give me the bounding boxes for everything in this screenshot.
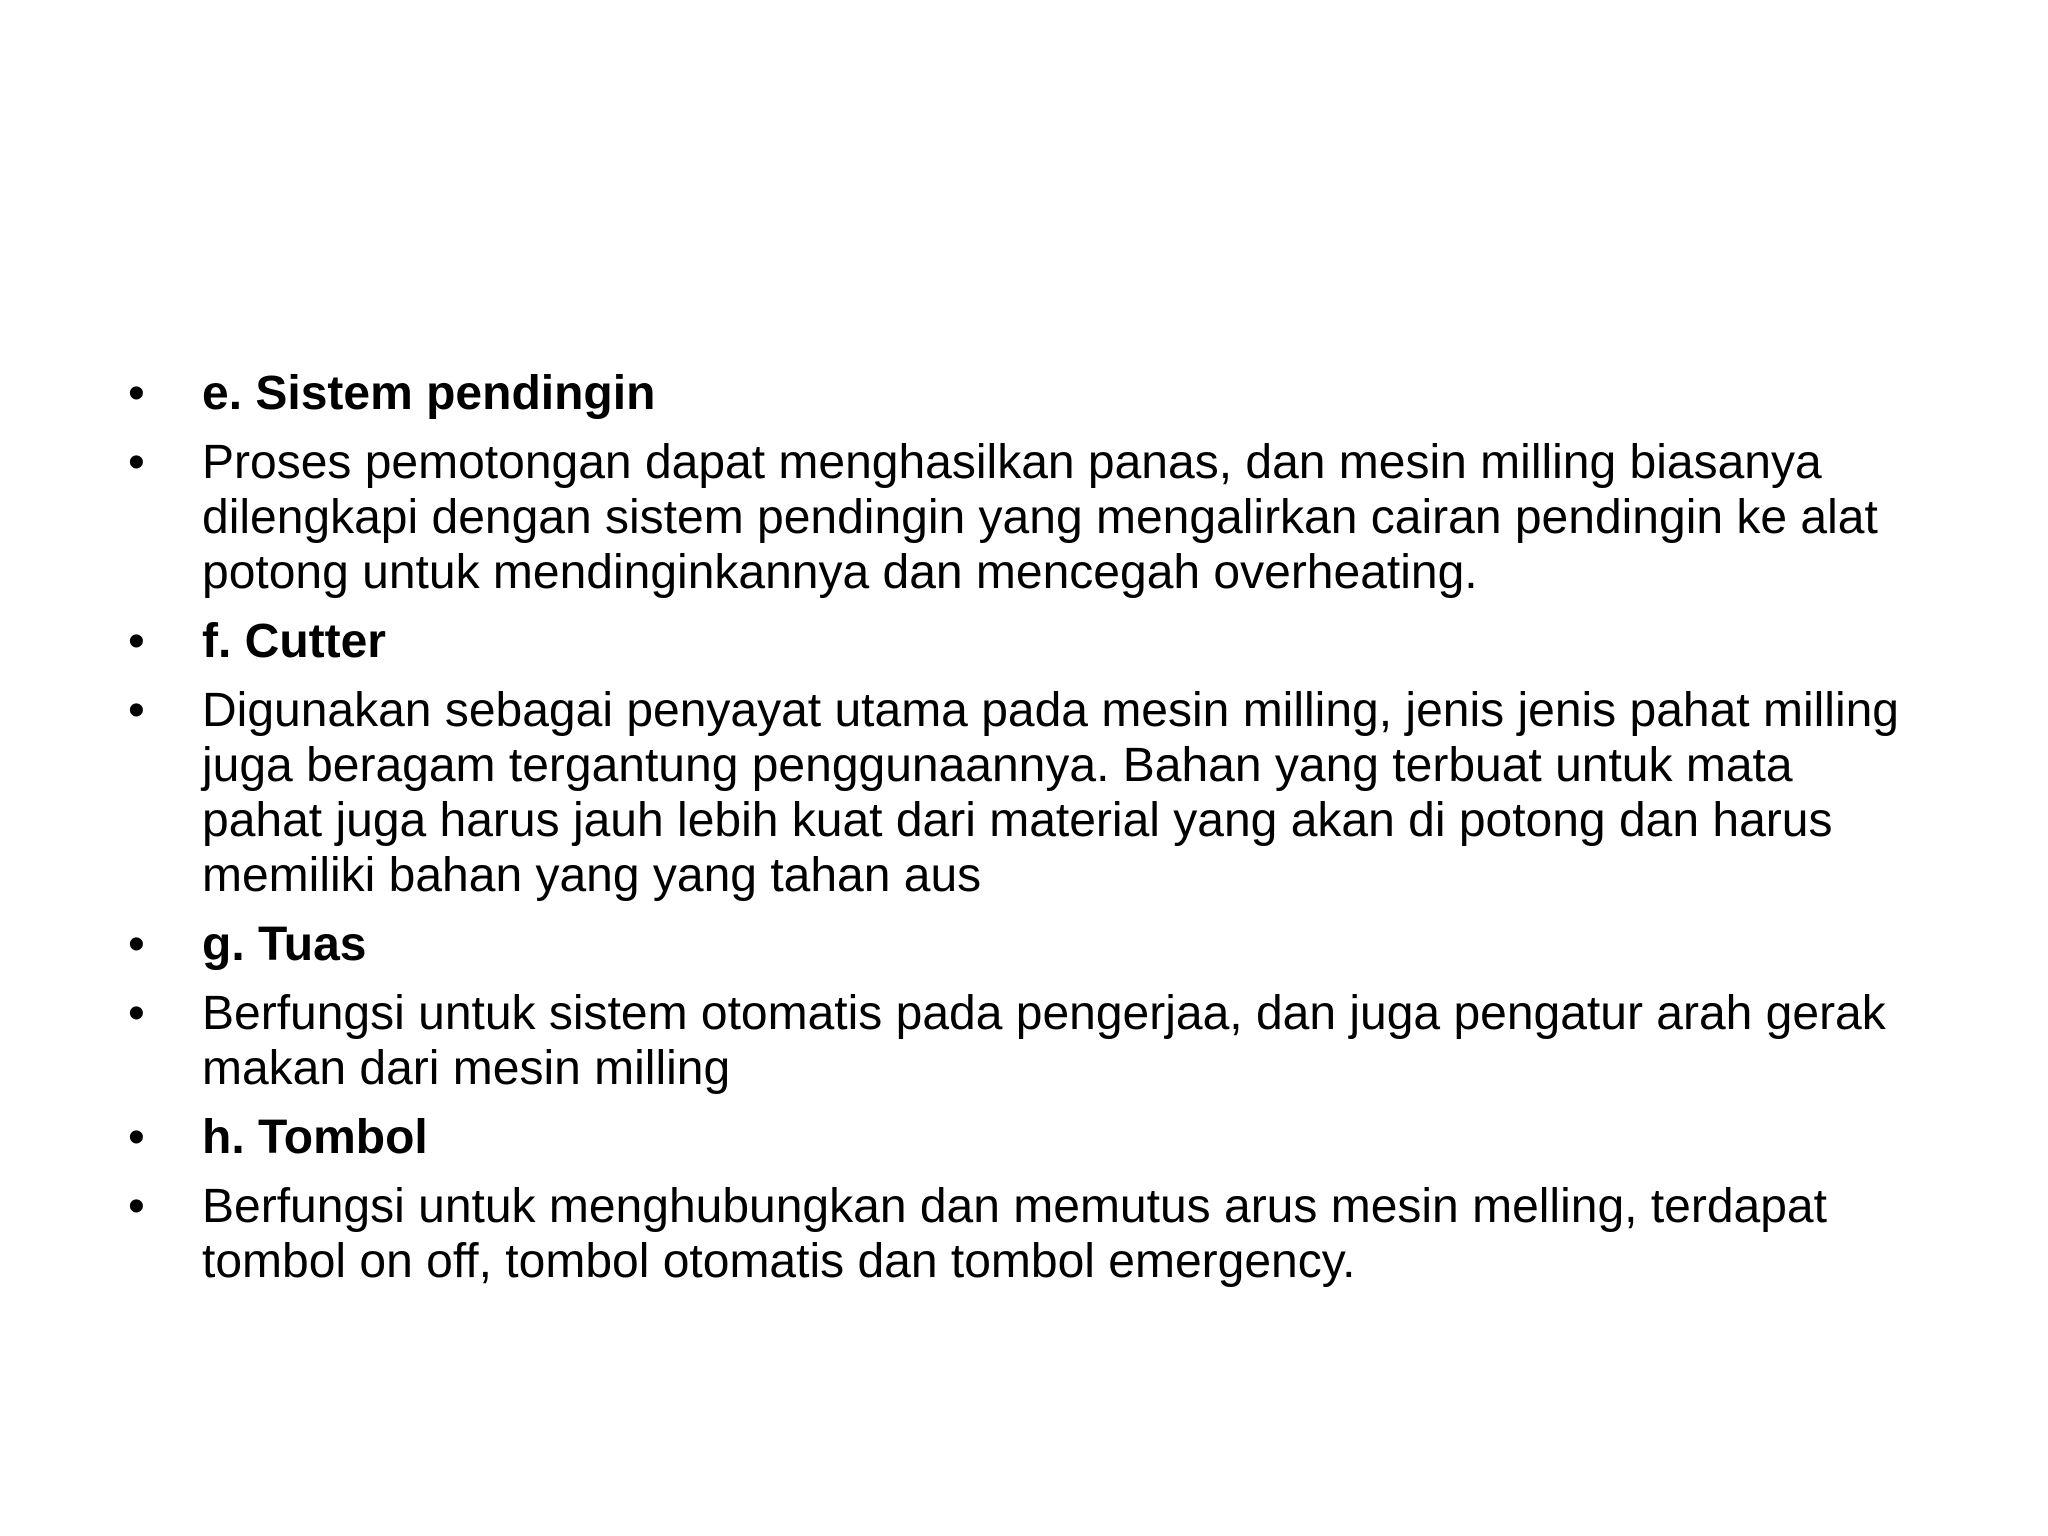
- bullet-item-desc-tombol: [120, 1179, 1920, 1289]
- desc-tombol: Berfungsi untuk menghubungkan dan memutus arus mesin melling, terdapat tombol on off, tombol otomatis dan tombol emergency.: [202, 1180, 1827, 1288]
- heading-tombol: h. Tombol: [202, 1111, 428, 1164]
- bullet-icon: •: [128, 918, 145, 971]
- bullet-item-heading-sistem-pendingin: [120, 366, 1920, 421]
- desc-cutter: Digunakan sebagai penyayat utama pada mesin milling, jenis jenis pahat milling juga beragam tergantung penggunaannya. Bahan yang terbuat untuk mata pahat juga harus jauh lebih kuat dari material yang akan di potong dan harus memiliki bahan yang yang tahan aus: [202, 684, 1899, 902]
- heading-sistem-pendingin: e. Sistem pendingin: [202, 367, 656, 420]
- bullet-icon: •: [128, 436, 145, 489]
- desc-tuas: Berfungsi untuk sistem otomatis pada pengerjaa, dan juga pengatur arah gerak makan dari mesin milling: [202, 987, 1886, 1095]
- bullet-icon: •: [128, 987, 145, 1040]
- bullet-icon: •: [128, 684, 145, 737]
- bullet-item-desc-sistem-pendingin: [120, 435, 1920, 600]
- bullet-icon: •: [128, 1180, 145, 1233]
- bullet-item-heading-cutter: [120, 614, 1920, 669]
- heading-tuas: g. Tuas: [202, 918, 367, 971]
- bullet-item-desc-tuas: [120, 986, 1920, 1096]
- bullet-list: [120, 366, 1920, 1289]
- heading-cutter: f. Cutter: [202, 615, 386, 668]
- bullet-icon: •: [128, 367, 145, 420]
- bullet-icon: •: [128, 1111, 145, 1164]
- slide-content: [120, 366, 1920, 1303]
- bullet-item-heading-tuas: [120, 917, 1920, 972]
- desc-sistem-pendingin: Proses pemotongan dapat menghasilkan panas, dan mesin milling biasanya dilengkapi dengan sistem pendingin yang mengalirkan cairan pendingin ke alat potong untuk mendinginkannya dan mencegah overheating.: [202, 436, 1878, 599]
- bullet-icon: •: [128, 615, 145, 668]
- bullet-item-heading-tombol: [120, 1110, 1920, 1165]
- bullet-item-desc-cutter: [120, 683, 1920, 903]
